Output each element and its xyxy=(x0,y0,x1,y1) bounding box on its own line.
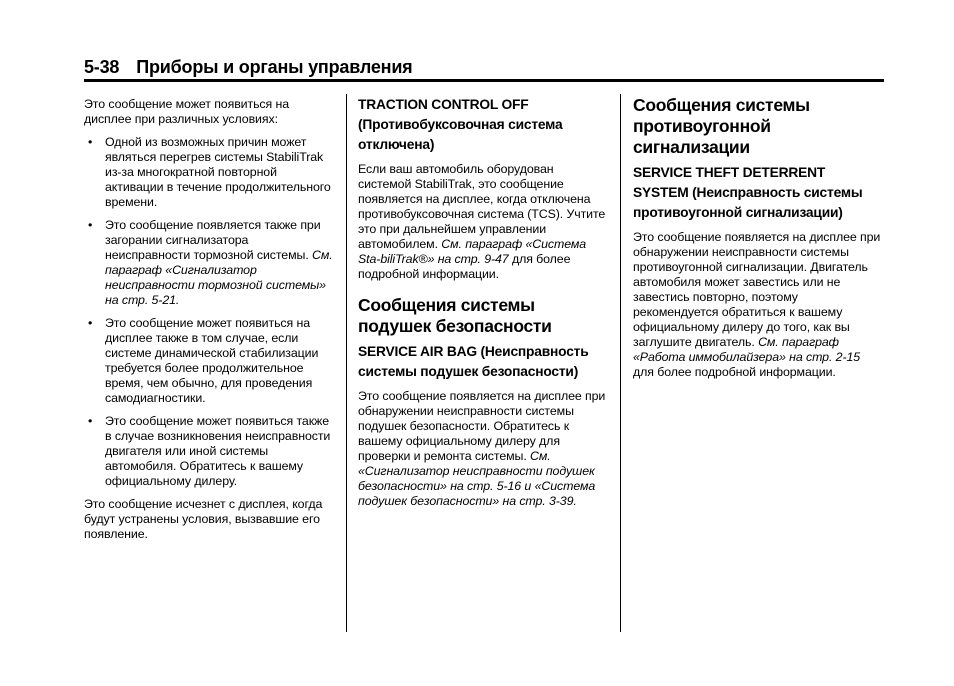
bullet-marker: • xyxy=(88,218,93,232)
bullet-text: Это сообщение появляется также при загорании сигнализатора неисправности тормозной системы. xyxy=(105,218,321,262)
col1-outro-paragraph: Это сообщение исчезнет с дисплея, когда будут устранены условия, вызвавшие его появление. xyxy=(84,497,323,541)
cross-reference: См. «Сигнализатор неисправности подушек безопасности» на стр. 5-16 и «Система подушек безопасности» на стр. 3-39. xyxy=(358,449,596,508)
bullet-marker: • xyxy=(88,316,93,330)
page-header xyxy=(84,57,413,78)
paragraph-text: для более подробной информации. xyxy=(358,252,571,281)
bullet-marker: • xyxy=(88,135,93,149)
col3-paragraph xyxy=(633,230,884,380)
bullet-item xyxy=(84,218,335,308)
col1-intro-paragraph: Это сообщение может появиться на дисплее при различных условиях: xyxy=(84,97,290,126)
bullet-item xyxy=(84,135,335,210)
bullet-item xyxy=(84,316,335,406)
header-rule xyxy=(84,79,884,82)
message-subheading-service-theft-deterrent: SERVICE THEFT DETERRENT SYSTEM (Неисправность системы противоугонной сигнализации) xyxy=(633,165,863,220)
column-1 xyxy=(84,97,335,542)
col1-bullet-list xyxy=(84,135,335,489)
col2-paragraph-1 xyxy=(358,162,608,282)
chapter-title: Приборы и органы управления xyxy=(136,57,413,77)
paragraph-text: для более подробной информации. xyxy=(633,365,836,379)
col2-paragraph-2 xyxy=(358,389,608,509)
bullet-text: Это сообщение может появиться также в случае возникновения неисправности двигателя или иной системы автомобиля. Обратитесь к вашему официальному дилеру. xyxy=(105,414,331,488)
cross-reference: См. параграф «Система Sta-biliTrak®» на стр. 9-47 xyxy=(358,237,587,266)
page-number: 5-38 xyxy=(84,57,120,77)
cross-reference: См. параграф «Работа иммобилайзера» на стр. 2-15 xyxy=(633,335,861,364)
column-divider-1 xyxy=(346,94,347,632)
message-subheading-service-air-bag: SERVICE AIR BAG (Неисправность системы подушек безопасности) xyxy=(358,344,589,379)
paragraph-text: Это сообщение появляется на дисплее при обнаружении неисправности системы противоугонной сигнализации. Двигатель автомобиля может завестись или не завестись повторно, поэтому рекомендуется обратиться к вашему официальному дилеру до того, как вы заглушите двигатель. xyxy=(633,230,881,349)
bullet-text: Это сообщение может появиться на дисплее также в том случае, если системе динамической стабилизации требуется более продолжительное время, чем обычно, для проведения самодиагностики. xyxy=(105,316,319,405)
bullet-marker: • xyxy=(88,414,93,428)
bullet-item xyxy=(84,414,335,489)
cross-reference: См. параграф «Сигнализатор неисправности тормозной системы» на стр. 5-21. xyxy=(105,248,333,307)
section-heading-airbag-messages: Сообщения системы подушек безопасности xyxy=(358,295,552,336)
paragraph-text: Если ваш автомобиль оборудован системой StabiliTrak, это сообщение появляется на дисплее, когда отключена противобуксовочная система (TCS). Учтите это при дальнейшем управлении автомобилем. xyxy=(358,162,606,251)
section-heading-theft-deterrent-messages: Сообщения системы противоугонной сигнализации xyxy=(633,95,810,157)
message-subheading-traction-control-off: TRACTION CONTROL OFF (Противобуксовочная система отключена) xyxy=(358,97,563,152)
paragraph-text: Это сообщение появляется на дисплее при обнаружении неисправности системы подушек безопасности. Обратитесь к вашему официальному дилеру для проверки и ремонта системы. xyxy=(358,389,606,463)
column-divider-2 xyxy=(620,94,621,632)
column-2 xyxy=(358,95,608,509)
column-3 xyxy=(633,95,884,380)
bullet-text: Одной из возможных причин может являться перегрев системы StabiliTrak из-за многократной повторной активации в течение продолжительного времени. xyxy=(105,135,331,209)
